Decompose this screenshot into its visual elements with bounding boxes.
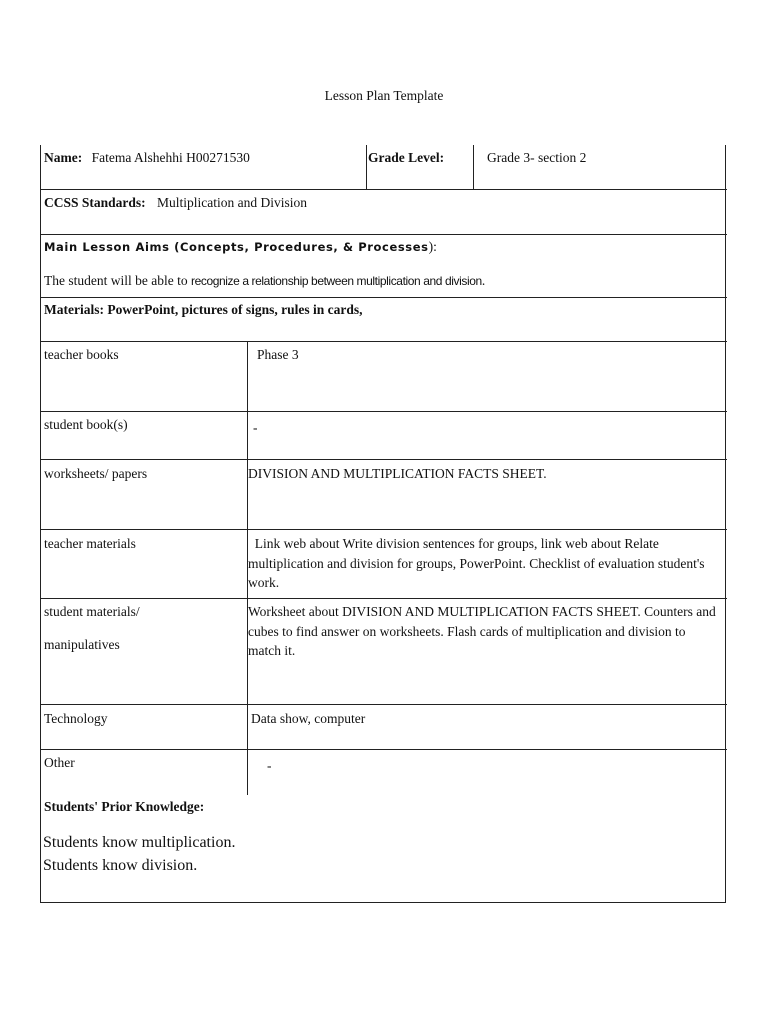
grade-value: Grade 3- section 2 — [487, 150, 587, 165]
aims-label-suffix: ): — [428, 239, 437, 254]
material-row-other — [41, 750, 727, 903]
material-label: Technology — [44, 711, 108, 726]
name-value: Fatema Alshehhi H00271530 — [91, 150, 250, 165]
prior-knowledge-label: Students' Prior Knowledge: — [44, 799, 205, 814]
material-divider — [247, 342, 248, 411]
material-value: Data show, computer — [251, 711, 366, 726]
material-row-worksheets — [41, 460, 727, 530]
materials-label: Materials: PowerPoint, pictures of signs, rules in cards, — [44, 302, 363, 317]
material-label: teacher materials — [44, 536, 136, 551]
material-value: - — [267, 758, 272, 773]
prior-knowledge-line: Students know division. — [43, 857, 198, 874]
name-label: Name: — [44, 150, 83, 165]
material-value: Worksheet about DIVISION AND MULTIPLICATION FACTS SHEET. Counters and cubes to find answer on worksheets. Flash cards of multiplication and division to match it. — [248, 604, 716, 658]
material-label: worksheets/ papers — [44, 466, 148, 481]
material-label-secondary: manipulatives — [44, 637, 120, 652]
grade-divider — [473, 145, 474, 189]
name-grade-row — [41, 145, 727, 190]
material-row-student-books — [41, 412, 727, 460]
standards-label: CCSS Standards: — [44, 195, 146, 210]
standards-row — [41, 190, 727, 235]
material-row-technology — [41, 705, 727, 750]
material-label: teacher books — [44, 347, 119, 362]
grade-label: Grade Level: — [368, 150, 445, 165]
aims-row — [41, 235, 727, 298]
material-label: student materials/ — [44, 604, 140, 619]
name-grade-divider — [366, 145, 367, 189]
material-row-student-materials — [41, 599, 727, 705]
materials-header-row — [41, 298, 727, 342]
standards-value: Multiplication and Division — [157, 195, 308, 210]
material-value: Phase 3 — [257, 347, 299, 362]
aims-text-highlight: recognize a relationship between multiplication and division — [190, 274, 482, 288]
aims-text-suffix: . — [481, 273, 486, 288]
material-label: student book(s) — [44, 417, 128, 432]
aims-label: Main Lesson Aims (Concepts, Procedures, & Processes — [44, 240, 429, 254]
material-divider — [247, 705, 248, 749]
prior-knowledge-line: Students know multiplication. — [43, 834, 236, 851]
material-value: Link web about Write division sentences for groups, link web about Relate multiplication and division for groups, PowerPoint. Checklist of evaluation student's work. — [248, 536, 708, 590]
material-label: Other — [44, 755, 75, 770]
lesson-plan-table — [40, 145, 726, 903]
material-value: DIVISION AND MULTIPLICATION FACTS SHEET. — [248, 466, 547, 481]
material-row-teacher-books — [41, 342, 727, 412]
material-value: - — [253, 420, 258, 435]
material-divider — [247, 412, 248, 459]
material-row-teacher-materials — [41, 530, 727, 599]
material-divider — [247, 750, 248, 795]
aims-text-prefix: The student will be able to — [44, 273, 191, 288]
document-title: Lesson Plan Template — [324, 88, 444, 103]
